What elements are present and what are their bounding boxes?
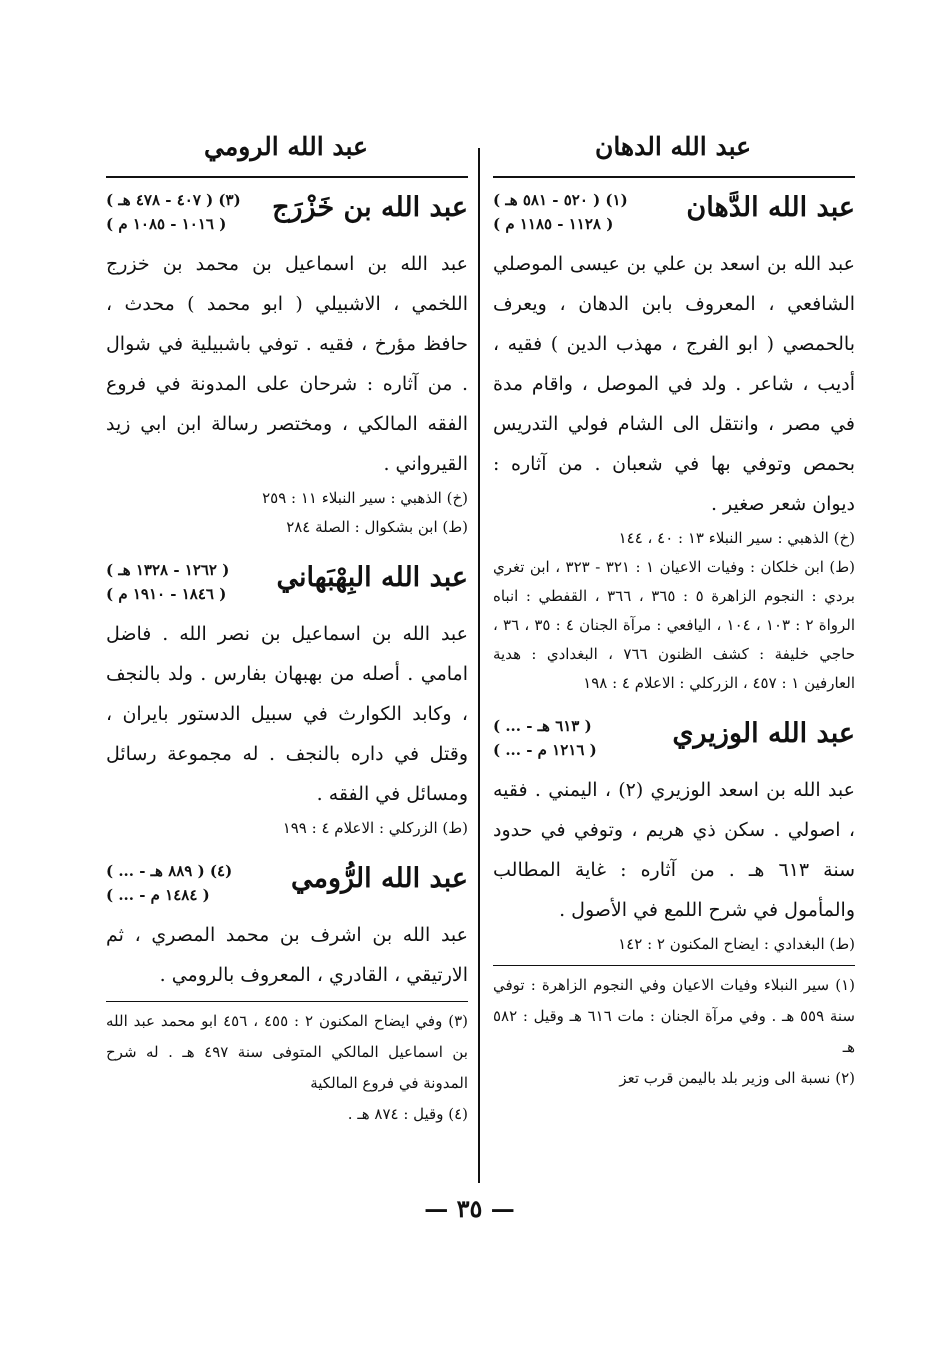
dates-hijri: ( ٥٢٠ - ٥٨١ هـ ) (١) (493, 191, 628, 209)
header-rule-right (493, 176, 855, 178)
dates-gregorian: ( ... - ١٤٨٤ م ) (106, 886, 210, 904)
column-divider (478, 148, 480, 1183)
entry-ibn-khazraj (106, 188, 468, 542)
entry-dates (106, 558, 229, 606)
dates-gregorian: ( ١٨٤٦ - ١٩١٠ م ) (106, 585, 227, 603)
entry-name: عبد الله الدَّهان (686, 192, 855, 223)
entry-reference: (ط) الزركلي : الاعلام ٤ : ١٩٩ (282, 819, 468, 837)
entry-header (493, 714, 855, 770)
entry-biography: عبد الله بن اسماعيل بن محمد بن خزرج اللخمي ، الاشبيلي ( ابو محمد ) محدث ، حافظ مؤرخ ، فقيه . توفي باشبيلية في شوال . من آثاره : شرحان على المدونة في فروع الفقه المالكي ، ومختصر رسالة ابن ابي زيد القيرواني . (106, 253, 468, 475)
entry-biography: عبد الله بن اشرف بن محمد المصري ، ثم الارتيقي ، القادري ، المعروف بالرومي . (106, 924, 468, 986)
dates-gregorian: ( ١١٢٨ - ١١٨٥ م ) (493, 215, 614, 233)
dates-gregorian: ( ... - ١٢١٦ م ) (493, 741, 597, 759)
entry-dahhan (493, 188, 855, 698)
entry-dates (493, 188, 628, 236)
entry-name: عبد الله بن خَزْرَج (272, 192, 468, 223)
dates-hijri: ( ٤٠٧ - ٤٧٨ هـ ) (٣) (106, 191, 241, 209)
footnote: (٤) وقيل : ٨٧٤ هـ . (347, 1105, 468, 1123)
entry-waziri (493, 714, 855, 959)
left-column (106, 188, 468, 1130)
header-rule-left (106, 176, 468, 178)
entry-dates (106, 188, 241, 236)
dates-hijri: ( ... - ٨٨٩ هـ ) (٤) (106, 862, 233, 880)
dates-gregorian: ( ١٠١٦ - ١٠٨٥ م ) (106, 215, 227, 233)
entry-reference: (خ) الذهبي : سير النبلاء ١١ : ٢٥٩ (262, 489, 468, 507)
entry-biography: عبد الله بن اسماعيل بن نصر الله . فاضل امامي . أصله من بهبهان بفارس . ولد بالنجف ، وكابد الكوارث في سبيل الدستور بايران ، وقتل في داره بالنجف . له مجموعة رسائل ومسائل في الفقه . (106, 623, 468, 805)
footnote-rule (106, 1001, 468, 1002)
footnote-rule (493, 965, 855, 966)
page-number: — ٣٥ — (424, 1194, 515, 1223)
entry-name: عبد الله الرُّومي (290, 863, 468, 894)
entry-dates (106, 859, 232, 907)
entry-header (493, 188, 855, 244)
running-header-left: عبد الله الرومي (204, 132, 368, 161)
dates-hijri: ( ... - ٦١٣ هـ ) (493, 717, 592, 735)
entry-reference: (ط) ابن بشكوال : الصلة ٢٨٤ (286, 518, 468, 536)
entry-bihbihani (106, 558, 468, 843)
entry-name: عبد الله الوزيري (672, 718, 855, 749)
entry-reference: (خ) الذهبي : سير النبلاء ١٣ : ٤٠ ، ١٤٤ (618, 529, 855, 547)
entry-name: عبد الله البِهْبَهاني (276, 562, 468, 593)
footnote: (١) سير النبلاء وفيات الاعيان وفي النجوم الزاهرة : توفي سنة ٥٥٩ هـ . وفي مرآة الجنان : مات ٦١٦ هـ وقيل : ٥٨٢ هـ (493, 976, 856, 1056)
entry-biography: عبد الله بن اسعد بن علي بن عيسى الموصلي الشافعي ، المعروف بابن الدهان ، ويعرف بالحمصي ( ابو الفرج ، مهذب الدين ) فقيه ، أديب ، شاعر . ولد في الموصل ، واقام مدة في مصر ، وانتقل الى الشام فولي التدريس بحمص وتوفي بها في شعبان . من آثاره : ديوان شعر صغير . (493, 253, 855, 515)
dates-hijri: ( ١٢٦٢ - ١٣٢٨ هـ ) (106, 561, 230, 579)
right-column (493, 188, 855, 1094)
entry-rumi (106, 859, 468, 995)
entry-dates (493, 714, 597, 762)
footnote: (٢) نسبة الى وزير بلد باليمن قرب تعز (619, 1069, 855, 1087)
footnote: (٣) وفي ايضاح المكنون ٢ : ٤٥٥ ، ٤٥٦ ابو محمد عبد الله بن اسماعيل المالكي المتوفى سنة ٤٩٧ هـ . له شرح المدونة في فروع المالكية (106, 1012, 469, 1092)
entry-header (106, 558, 468, 614)
entry-header (106, 859, 468, 915)
entry-biography: عبد الله بن اسعد الوزيري (٢) ، اليمني . فقيه ، اصولي . سكن ذي هريم ، وتوفي في حدود سنة ٦١٣ هـ . من آثاره : غاية المطالب والمأمول في شرح اللمع في الأصول . (493, 779, 855, 921)
entry-reference: (ط) ابن خلكان : وفيات الاعيان ١ : ٣٢١ - ٣٢٣ ، ابن تغري بردي : النجوم الزاهرة ٥ : ٣٦٥ ، ٣٦٦ ، القفطي : انباه الرواة ٢ : ١٠٣ ، ١٠٤ ، اليافعي : مرآة الجنان ٤ : ٣٥ ، ٣٦ ، حاجي خليفة : كشف الظنون ٧٦٦ ، البغدادي : هدية العارفين ١ : ٤٥٧ ، الزركلي : الاعلام ٤ : ١٩٨ (493, 558, 855, 692)
entry-reference: (ط) البغدادي : ايضاح المكنون ٢ : ١٤٢ (618, 935, 855, 953)
running-header-right: عبد الله الدهان (594, 132, 752, 161)
entry-header (106, 188, 468, 244)
